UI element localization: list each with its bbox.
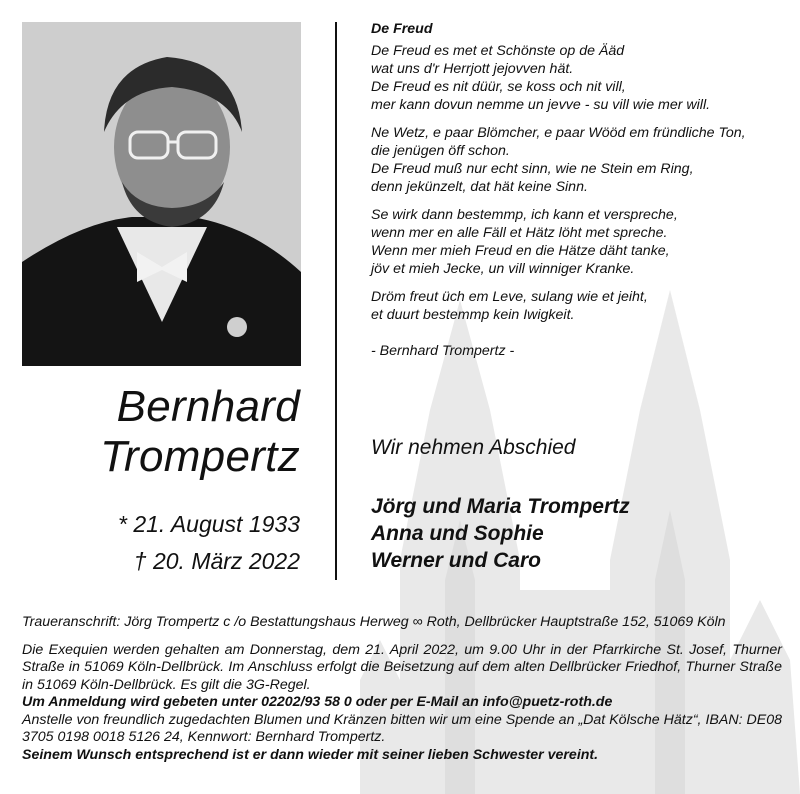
last-name: Trompertz [100,432,300,481]
deceased-name [100,382,300,482]
poem-line: wenn mer en alle Fäll et Hätz löht met spreche. [371,225,668,241]
poem-line: jöv et mieh Jecke, un vill winniger Kranke. [371,261,635,277]
poem-line: De Freud muß nur echt sinn, wie ne Stein em Ring, [371,161,694,177]
poem-line: mer kann dovun nemme un jevve - su vill wie mer will. [371,97,711,113]
first-name: Bernhard [116,382,300,431]
family-member: Werner und Caro [371,549,541,572]
registration-info: Um Anmeldung wird gebeten unter 02202/93 58 0 oder per E-Mail an info@puetz-roth.de [22,694,613,710]
poem-stanza [371,206,791,278]
poem-line: wat uns d'r Herrjott jejovven hät. [371,61,574,77]
vertical-divider [335,22,337,580]
donation-info: Anstelle von freundlich zugedachten Blumen und Kränzen bitten wir um eine Spende an „Dat Kölsche Hätz“, IBAN: DE08 3705 0198 0018 5126 24, Kennwort: Bernhard Trompertz. [22,711,782,745]
poem-stanza [371,288,791,324]
farewell-heading: Wir nehmen Abschied [371,436,576,459]
portrait-photo [22,22,301,366]
poem-author: - Bernhard Trompertz - [371,343,515,359]
final-wish: Seinem Wunsch entsprechend ist er dann wieder mit seiner lieben Schwester vereint. [22,746,599,763]
footer-info [22,614,782,764]
death-date: † 20. März 2022 [133,548,300,574]
poem-line: denn jekünzelt, dat hät keine Sinn. [371,179,588,195]
poem-line: et duurt bestemmp kein Iwigkeit. [371,307,575,323]
birth-date: * 21. August 1933 [117,511,300,537]
exequies-info: Die Exequien werden gehalten am Donnerstag, dem 21. April 2022, um 9.00 Uhr in der Pfarrkirche St. Josef, Thurner Straße in 51069 Köln-Dellbrück. Im Anschluss erfolgt die Beisetzung auf dem alten Dellbrücker Friedhof, Thurner Straße in 51069 Köln-Dellbrück. Es gilt die 3G-Regel. [22,641,782,693]
poem-line: De Freud es met et Schönste op de Ääd [371,43,625,59]
family-member: Jörg und Maria Trompertz [371,495,630,518]
poem-line: Ne Wetz, e paar Blömcher, e paar Wööd em fründliche Ton, [371,125,746,141]
poem-line: De Freud es nit düür, se koss och nit vill, [371,79,626,95]
mourning-address: Traueranschrift: Jörg Trompertz c /o Bestattungshaus Herweg ∞ Roth, Dellbrücker Hauptstraße 152, 51069 Köln [22,614,726,630]
poem-line: Wenn mer mieh Freud en die Hätze däht tanke, [371,243,670,259]
poem-line: Se wirk dann bestemmp, ich kann et verspreche, [371,207,678,223]
poem-title: De Freud [371,21,433,37]
family-names [371,493,630,574]
poem-line: Dröm freut üch em Leve, sulang wie et jeiht, [371,289,648,305]
poem-stanza [371,42,791,114]
family-member: Anna und Sophie [371,522,544,545]
poem [371,20,791,360]
poem-line: die jenügen öff schon. [371,143,510,159]
life-dates [118,506,300,580]
poem-stanza [371,124,791,196]
